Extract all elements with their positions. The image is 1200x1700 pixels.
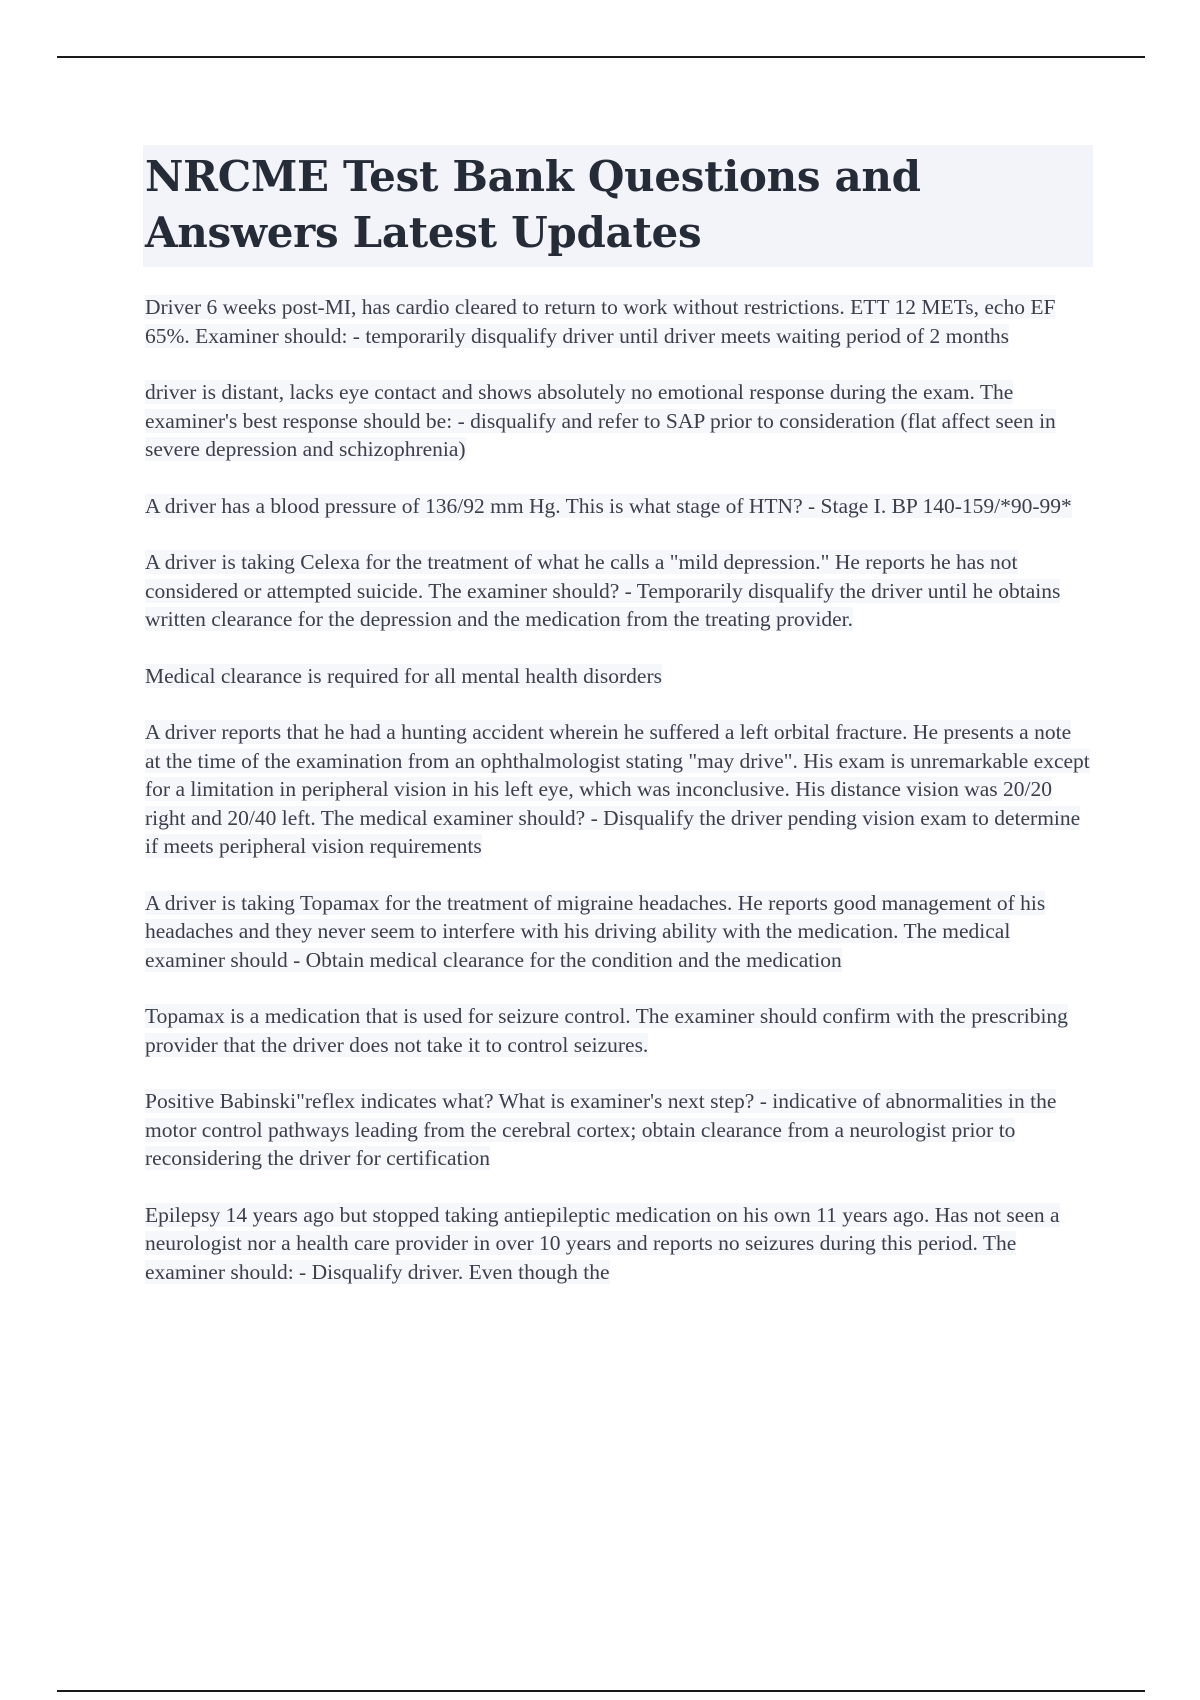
qa-item-3-text: A driver has a blood pressure of 136/92 mm Hg. This is what stage of HTN? - Stage I. BP 140-159/*90-99* xyxy=(145,493,1072,518)
qa-item-10 xyxy=(143,1201,1093,1287)
qa-item-5-text: Medical clearance is required for all mental health disorders xyxy=(145,663,662,688)
document-title: NRCME Test Bank Questions and Answers Latest Updates xyxy=(143,145,1093,267)
bottom-rule xyxy=(57,1690,1145,1692)
qa-item-2-text: driver is distant, lacks eye contact and shows absolutely no emotional response during the exam. The examiner's best response should be: - disqualify and refer to SAP prior to consideration (flat affect seen in severe depression and schizophrenia) xyxy=(145,380,1056,461)
qa-item-1-text: Driver 6 weeks post-MI, has cardio cleared to return to work without restrictions. ETT 12 METs, echo EF 65%. Examiner should: - temporarily disqualify driver until driver meets waiting period of 2 months xyxy=(145,295,1056,348)
top-rule xyxy=(57,56,1145,58)
qa-item-6-text: A driver reports that he had a hunting accident wherein he suffered a left orbital fracture. He presents a note at the time of the examination from an ophthalmologist stating "may drive". His exam is unremarkable except for a limitation in peripheral vision in his left eye, which was inconclusive. His distance vision was 20/20 right and 20/40 left. The medical examiner should? - Disqualify the driver pending vision exam to determine if meets peripheral vision requirements xyxy=(145,720,1090,858)
qa-item-9-text: Positive Babinski"reflex indicates what? What is examiner's next step? - indicative of abnormalities in the motor control pathways leading from the cerebral cortex; obtain clearance from a neurologist prior to reconsidering the driver for certification xyxy=(145,1089,1057,1170)
qa-item-5 xyxy=(143,662,1093,691)
qa-item-2 xyxy=(143,378,1093,464)
qa-item-8-text: Topamax is a medication that is used for seizure control. The examiner should confirm with the prescribing provider that the driver does not take it to control seizures. xyxy=(145,1004,1068,1057)
qa-item-7-text: A driver is taking Topamax for the treatment of migraine headaches. He reports good management of his headaches and they never seem to interfere with his driving ability with the medication. The medical examiner should - Obtain medical clearance for the condition and the medication xyxy=(145,890,1046,972)
qa-item-8 xyxy=(143,1002,1093,1059)
qa-item-9 xyxy=(143,1087,1093,1173)
qa-item-1 xyxy=(143,293,1093,350)
qa-item-6 xyxy=(143,718,1093,861)
qa-item-4 xyxy=(143,548,1093,634)
document-body xyxy=(143,145,1093,1314)
qa-item-7 xyxy=(143,889,1093,975)
qa-item-3 xyxy=(143,492,1093,521)
qa-item-4-text: A driver is taking Celexa for the treatment of what he calls a "mild depression." He reports he has not considered or attempted suicide. The examiner should? - Temporarily disqualify the driver until he obtains written clearance for the depression and the medication from the treating provider. xyxy=(145,550,1061,631)
qa-item-10-text: Epilepsy 14 years ago but stopped taking antiepileptic medication on his own 11 years ago. Has not seen a neurologist nor a health care provider in over 10 years and reports no seizures during this period. The examiner should: - Disqualify driver. Even though the xyxy=(145,1202,1060,1284)
